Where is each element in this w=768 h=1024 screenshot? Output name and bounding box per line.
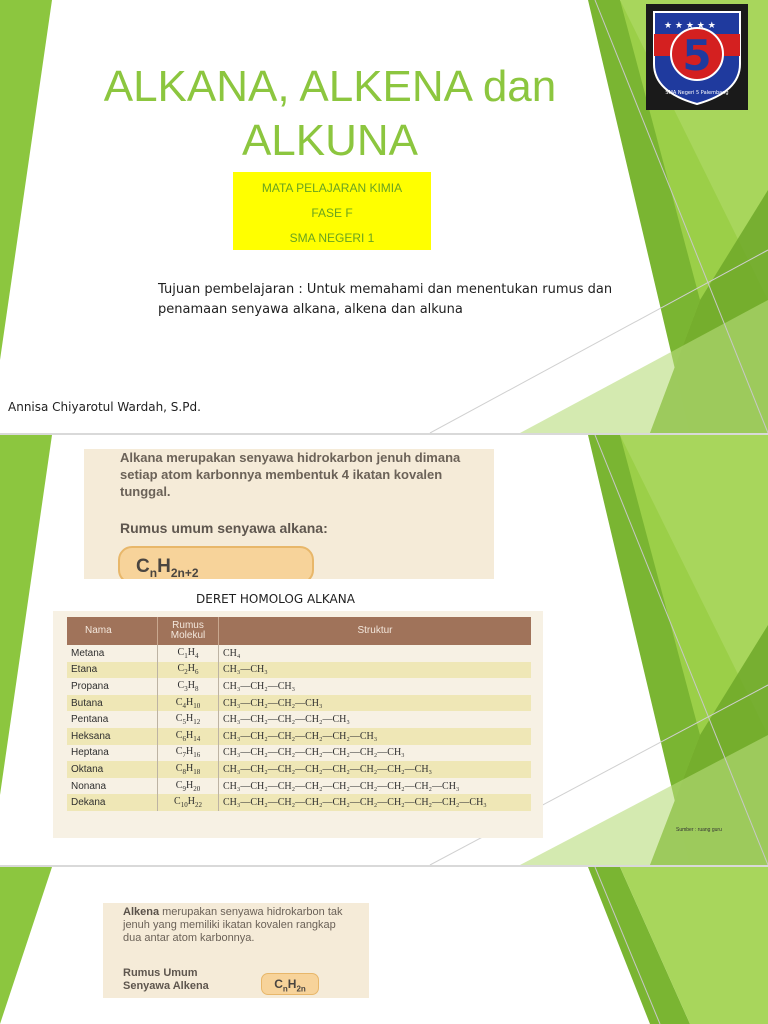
- alkane-name: Butana: [67, 695, 158, 712]
- phase-label: FASE F: [311, 206, 353, 220]
- structural-formula: CH₄: [223, 647, 241, 659]
- molecular-formula: $C_4H_{10}$: [158, 695, 219, 712]
- table-row: [67, 761, 531, 778]
- alkane-name: Pentana: [71, 714, 109, 726]
- table-row: [67, 778, 531, 795]
- table-row: [67, 678, 531, 695]
- table-row: [67, 662, 531, 679]
- table-row: [67, 711, 531, 728]
- alkane-name: Etana: [67, 662, 158, 679]
- molecular-formula: $C_7H_{16}$: [158, 745, 219, 762]
- structural-formula: CH₃—CH₂—CH₂—CH₂—CH₂—CH₂—CH₃: [223, 747, 405, 759]
- slide-title: [0, 0, 768, 433]
- structural-formula: CH₃—CH₂—CH₂—CH₂—CH₂—CH₂—CH₂—CH₂—CH₃: [223, 780, 460, 792]
- homolog-table: [67, 617, 531, 811]
- school-shield-logo-icon: [646, 4, 748, 110]
- svg-text:★ ★ ★ ★ ★: ★ ★ ★ ★ ★: [664, 21, 716, 31]
- alkana-definition-card: [84, 449, 494, 579]
- molecular-formula: $C_8H_{18}$: [158, 761, 219, 778]
- table-row: [67, 695, 531, 712]
- alkane-name: Oktana: [67, 761, 158, 778]
- molecular-formula: $C_{10}H_{22}$: [158, 794, 219, 811]
- structural-formula: CH₃—CH₂—CH₂—CH₂—CH₂—CH₂—CH₂—CH₂—CH₂—CH₃: [219, 794, 532, 811]
- molecular-formula: $C_5H_{12}$: [158, 711, 219, 728]
- alkana-general-formula: $C_nH_{2n+2}$: [118, 546, 314, 579]
- alkane-name: Heksana: [67, 728, 158, 745]
- molecular-formula: $C_1H_4$: [158, 645, 219, 662]
- course-info-box: [233, 172, 431, 250]
- logo-number: 5: [682, 31, 712, 80]
- table-row: [67, 794, 531, 811]
- structural-formula: CH₃—CH₃: [219, 662, 532, 679]
- alkena-general-formula: $C_nH_{2n}$: [261, 973, 319, 995]
- col-header-structure: Struktur: [219, 617, 532, 645]
- molecular-formula: $C_2H_6$: [158, 662, 219, 679]
- col-header-name: Nama: [67, 617, 158, 645]
- author-name: Annisa Chiyarotul Wardah, S.Pd.: [8, 400, 201, 414]
- homolog-table-title: DERET HOMOLOG ALKANA: [196, 592, 355, 606]
- subject-label: MATA PELAJARAN KIMIA: [261, 181, 403, 195]
- logo-caption: SMA Negeri 5 Palembang: [665, 90, 729, 96]
- table-row: [67, 645, 531, 662]
- structural-formula: CH₃—CH₂—CH₂—CH₃: [219, 695, 532, 712]
- alkane-name: Metana: [71, 647, 105, 659]
- slide-alkana: [0, 435, 768, 865]
- molecular-formula: $C_3H_8$: [158, 678, 219, 695]
- homolog-table-image: [53, 611, 543, 838]
- school-label: SMA NEGERI 1: [289, 231, 375, 245]
- structural-formula: CH₃—CH₂—CH₂—CH₂—CH₂—CH₃: [219, 728, 532, 745]
- alkena-definition-card: [103, 903, 369, 998]
- table-row: [67, 728, 531, 745]
- left-green-triangle: [0, 0, 52, 360]
- alkana-formula-label: Rumus umum senyawa alkana:: [120, 520, 328, 536]
- structural-formula: CH₃—CH₂—CH₂—CH₂—CH₂—CH₂—CH₂—CH₃: [219, 761, 532, 778]
- alkana-definition: Alkana merupakan senyawa hidrokarbon jenuh dimana setiap atom karbonnya membentuk 4 ikatan kovalen tunggal.: [120, 450, 461, 499]
- col-header-formula: Rumus Molekul: [158, 617, 219, 645]
- slide-title-text: ALKANA, ALKENA dan ALKUNA: [103, 62, 557, 165]
- molecular-formula: $C_6H_{14}$: [158, 728, 219, 745]
- structural-formula: CH₃—CH₂—CH₃: [223, 680, 296, 692]
- alkena-formula-label: Rumus Umum Senyawa Alkena: [123, 967, 209, 992]
- alkane-name: Dekana: [67, 794, 158, 811]
- alkena-definition: Alkena merupakan senyawa hidrokarbon tak jenuh yang memiliki ikatan kovalen rangkap dua antar atom karbonnya.: [123, 906, 343, 944]
- slide-alkena: [0, 867, 768, 1024]
- alkane-name: Heptana: [71, 747, 109, 759]
- table-row: [67, 745, 531, 762]
- alkane-name: Nonana: [71, 780, 107, 792]
- source-credit: Sumber : ruang guru: [676, 827, 722, 833]
- learning-objective: Tujuan pembelajaran : Untuk memahami dan menentukan rumus dan penamaan senyawa alkana, alkena dan alkuna: [158, 282, 613, 317]
- molecular-formula: $C_9H_{20}$: [158, 778, 219, 795]
- alkane-name: Propana: [71, 680, 109, 692]
- structural-formula: CH₃—CH₂—CH₂—CH₂—CH₃: [223, 714, 350, 726]
